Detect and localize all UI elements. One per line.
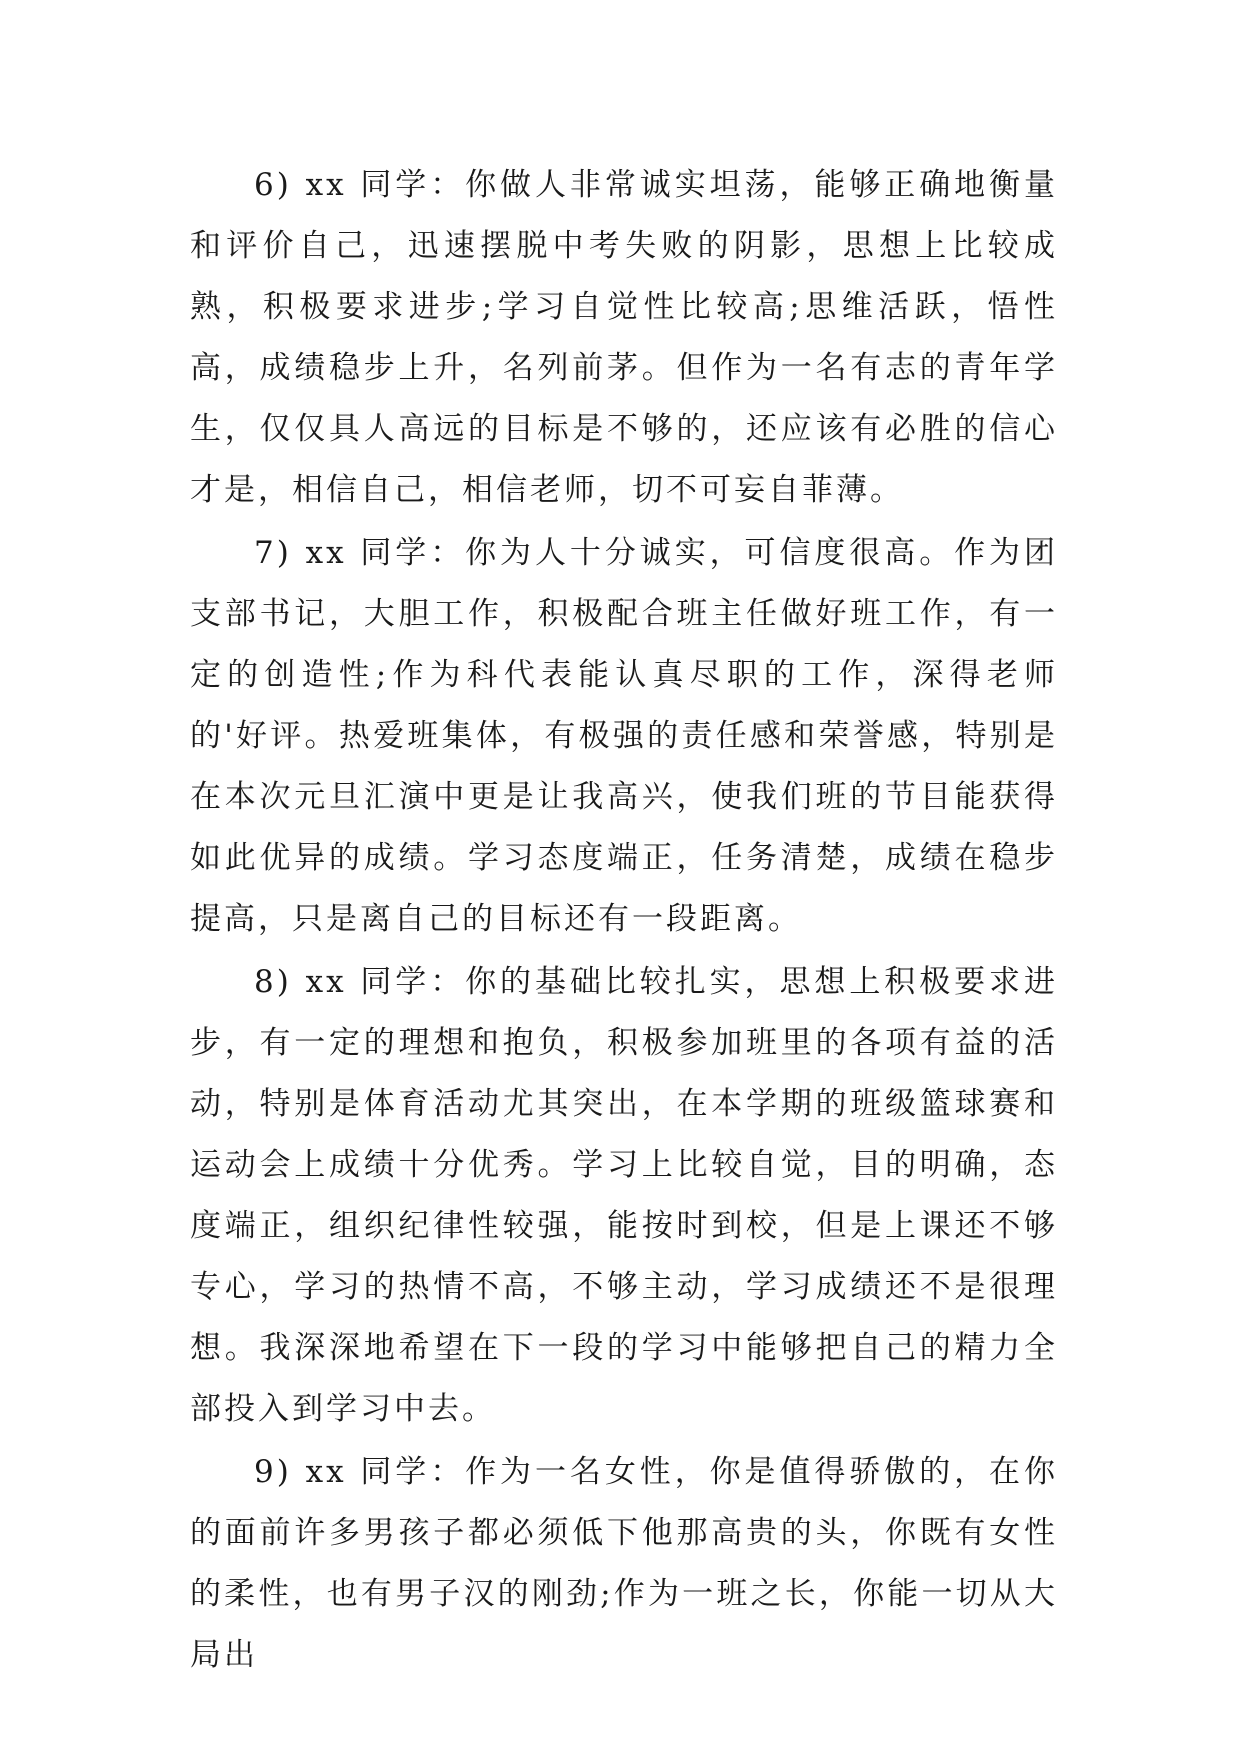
paragraph-6: 6) xx 同学：你做人非常诚实坦荡，能够正确地衡量和评价自己，迅速摆脱中考失败的阴影，思想上比较成熟，积极要求进步;学习自觉性比较高;思维活跃，悟性高，成绩稳步上升，名列前茅。但作为一名有志的青年学生，仅仅具人高远的目标是不够的，还应该有必胜的信心才是，相信自己，相信老师，切不可妄自菲薄。 <box>190 167 1058 508</box>
paragraph-9: 9) xx 同学：作为一名女性，你是值得骄傲的，在你的面前许多男孩子都必须低下他那高贵的头，你既有女性的柔性，也有男子汉的刚劲;作为一班之长，你能一切从大局出 <box>190 1454 1058 1673</box>
paragraph-8: 8) xx 同学：你的基础比较扎实，思想上积极要求进步，有一定的理想和抱负，积极参加班里的各项有益的活动，特别是体育活动尤其突出，在本学期的班级篮球赛和运动会上成绩十分优秀。学习上比较自觉，目的明确，态度端正，组织纪律性较强，能按时到校，但是上课还不够专心，学习的热情不高，不够主动，学习成绩还不是很理想。我深深地希望在下一段的学习中能够把自己的精力全部投入到学习中去。 <box>190 964 1058 1427</box>
paragraph-7: 7) xx 同学：你为人十分诚实，可信度很高。作为团支部书记，大胆工作，积极配合班主任做好班工作，有一定的创造性;作为科代表能认真尽职的工作，深得老师的'好评。热爱班集体，有极强的责任感和荣誉感，特别是在本次元旦汇演中更是让我高兴，使我们班的节目能获得如此优异的成绩。学习态度端正，任务清楚，成绩在稳步提高，只是离自己的目标还有一段距离。 <box>190 535 1058 937</box>
document-body <box>190 155 1058 1688</box>
